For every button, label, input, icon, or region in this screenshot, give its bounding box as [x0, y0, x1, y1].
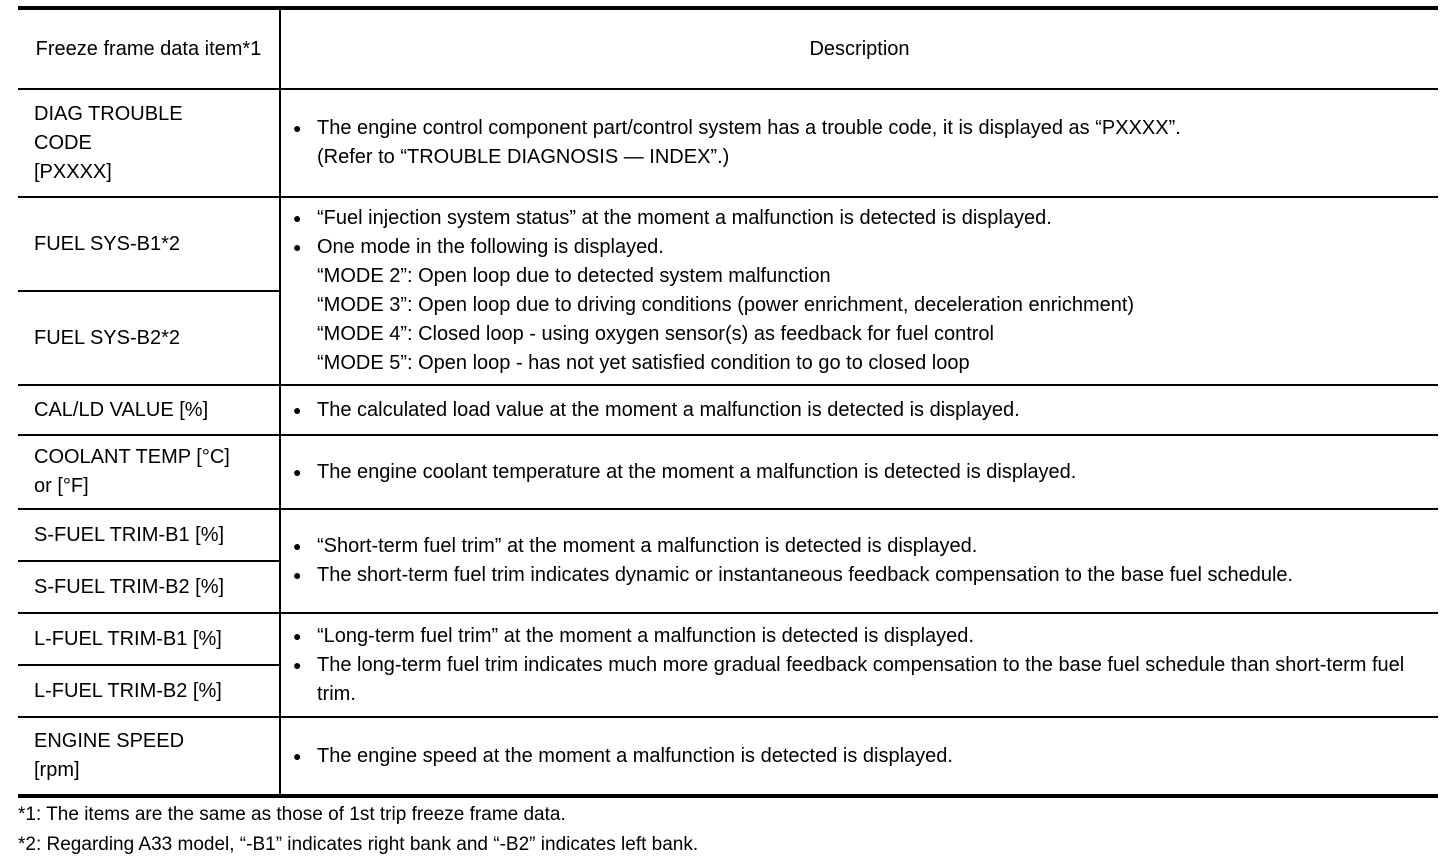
table-row	[18, 509, 1438, 561]
table-header-row	[18, 8, 1438, 89]
footnote-2: *2: Regarding A33 model, “-B1” indicates right bank and “-B2” indicates left bank.	[18, 834, 699, 855]
table-row	[18, 89, 1438, 197]
bullet-icon: ●	[293, 239, 302, 255]
desc-cal-ld-value: ● The calculated load value at the moment a malfunction is detected is displayed.	[280, 385, 1438, 435]
bullet-icon: ●	[293, 747, 302, 764]
item-fuel-sys-b1: FUEL SYS-B1*2	[18, 197, 280, 291]
item-l-fuel-trim-b2: L-FUEL TRIM-B2 [%]	[18, 665, 280, 717]
bullet-icon: ●	[293, 656, 302, 673]
header-description: Description	[280, 8, 1438, 89]
freeze-frame-document	[18, 6, 1438, 798]
table-row	[18, 197, 1438, 291]
item-l-fuel-trim-b1: L-FUEL TRIM-B1 [%]	[18, 613, 280, 665]
item-s-fuel-trim-b2: S-FUEL TRIM-B2 [%]	[18, 561, 280, 613]
item-fuel-sys-b2: FUEL SYS-B2*2	[18, 291, 280, 385]
item-s-fuel-trim-b1: S-FUEL TRIM-B1 [%]	[18, 509, 280, 561]
bullet-icon: ●	[293, 401, 302, 418]
desc-engine-speed: ● The engine speed at the moment a malfunction is detected is displayed.	[280, 717, 1438, 796]
table-row	[18, 385, 1438, 435]
bullet-icon: ●	[293, 627, 302, 644]
desc-coolant-temp: ● The engine coolant temperature at the moment a malfunction is detected is displayed.	[280, 435, 1438, 509]
table-row	[18, 435, 1438, 509]
desc-fuel-sys: ● “Fuel injection system status” at the moment a malfunction is detected is displayed. ● One mode in the following is displayed. “MODE 2”: Open loop due to detected system malfunction “MODE 3”: Open loop due to driving conditions (power enrichment, deceleration enrichment) “MODE 4”: Closed loop - using oxygen sensor(s) as feedback for fuel control “MODE 5”: Open loop - has not yet satisfied condition to go to closed loop	[280, 197, 1438, 385]
item-coolant-temp: COOLANT TEMP [°C] or [°F]	[18, 435, 280, 509]
bullet-icon: ●	[293, 538, 302, 554]
bullet-icon: ●	[293, 120, 302, 136]
item-diag-trouble-code: DIAG TROUBLE CODE [PXXXX]	[18, 89, 280, 197]
header-item: Freeze frame data item*1	[18, 8, 280, 89]
freeze-frame-table	[18, 6, 1438, 798]
bullet-icon: ●	[293, 210, 302, 226]
table-row	[18, 613, 1438, 665]
bullet-icon: ●	[293, 567, 302, 583]
footnotes	[18, 800, 698, 860]
footnote-1: *1: The items are the same as those of 1st trip freeze frame data.	[18, 804, 566, 825]
table-row	[18, 717, 1438, 796]
desc-l-fuel-trim: ● “Long-term fuel trim” at the moment a malfunction is detected is displayed. ● The long-term fuel trim indicates much more gradual feedback compensation to the base fuel schedule than short-term fuel trim.	[280, 613, 1438, 717]
bullet-icon: ●	[293, 463, 302, 480]
item-cal-ld-value: CAL/LD VALUE [%]	[18, 385, 280, 435]
item-engine-speed: ENGINE SPEED [rpm]	[18, 717, 280, 796]
desc-s-fuel-trim: ● “Short-term fuel trim” at the moment a malfunction is detected is displayed. ● The short-term fuel trim indicates dynamic or instantaneous feedback compensation to the base fuel schedule.	[280, 509, 1438, 613]
desc-diag-trouble-code: ● The engine control component part/control system has a trouble code, it is displayed as “PXXXX”. (Refer to “TROUBLE DIAGNOSIS — INDEX”.)	[280, 89, 1438, 197]
